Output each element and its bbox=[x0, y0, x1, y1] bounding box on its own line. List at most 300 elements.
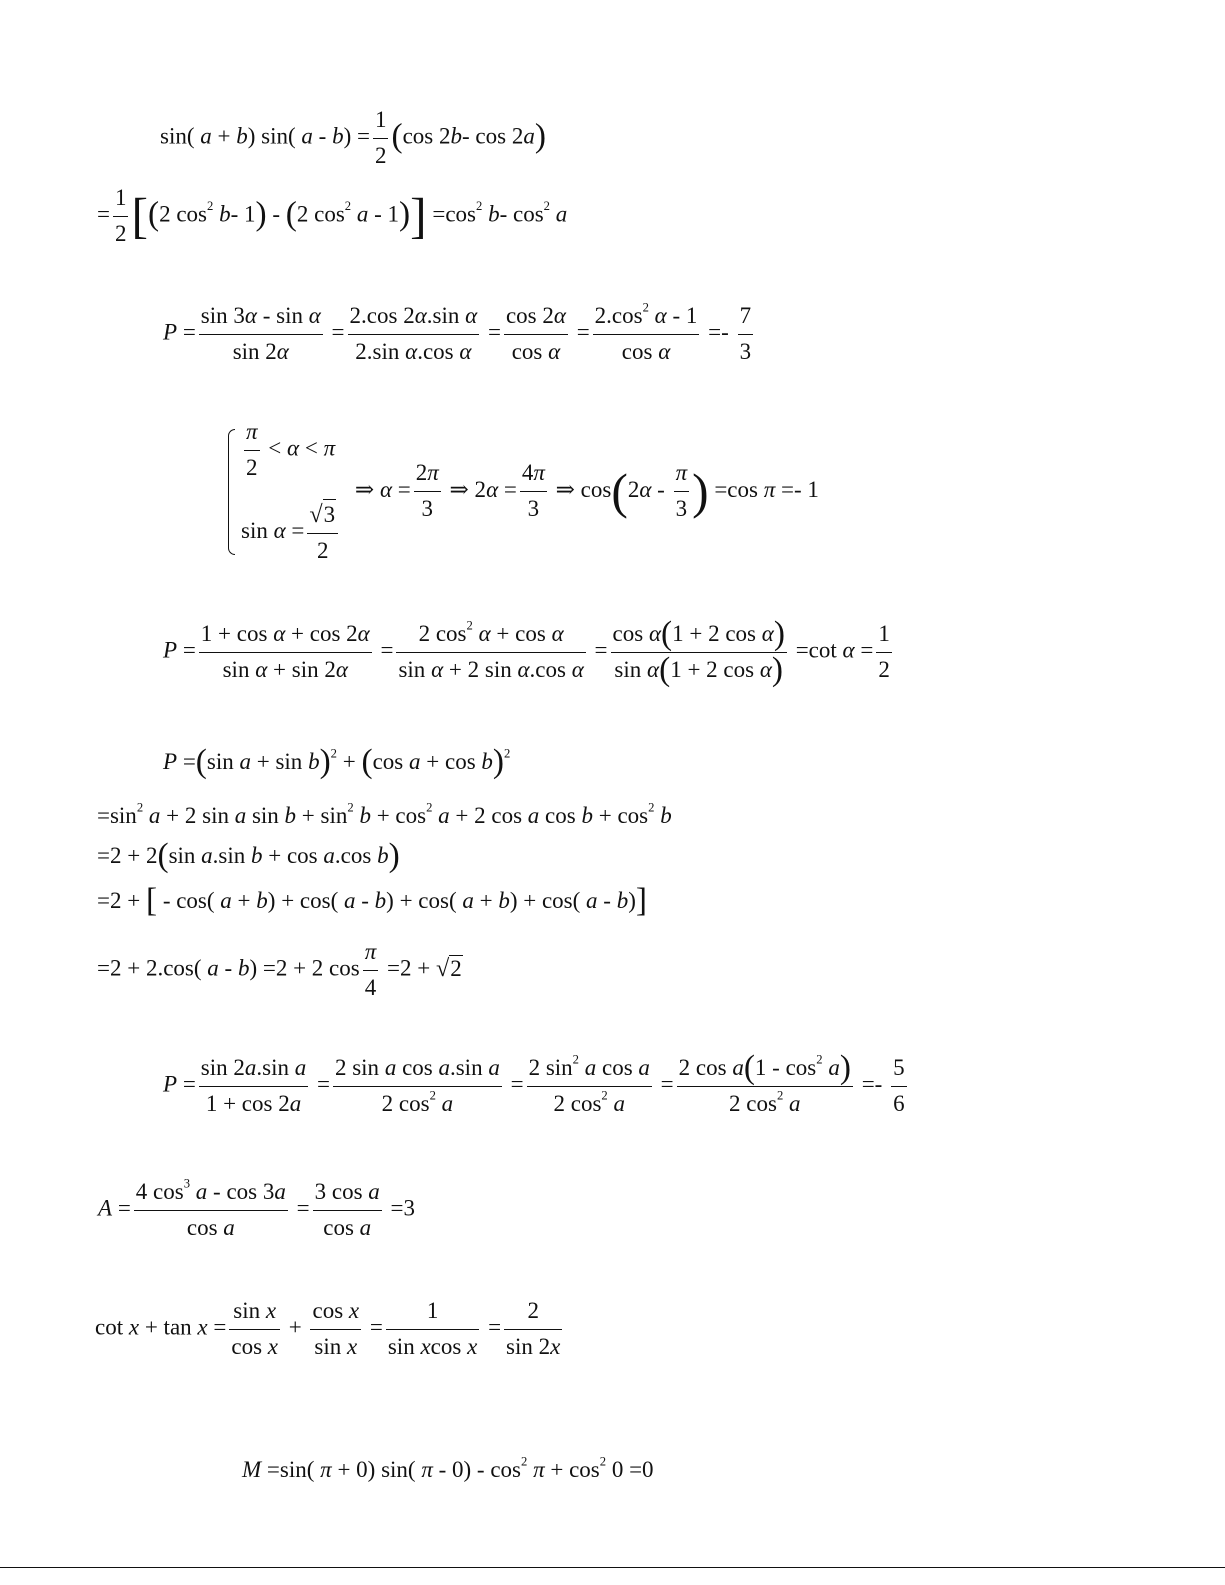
math-variable: α bbox=[761, 621, 774, 646]
math-bracket: ) bbox=[399, 195, 411, 233]
math-fraction bbox=[504, 302, 568, 367]
system-row bbox=[241, 499, 341, 566]
equation-p-sin2a bbox=[163, 1049, 910, 1119]
math-text: sin bbox=[168, 843, 202, 868]
math-text: sin bbox=[246, 803, 285, 828]
math-text: = bbox=[364, 1314, 383, 1340]
math-text: =2 + 2.cos( bbox=[97, 955, 208, 981]
math-variable: a bbox=[438, 803, 450, 828]
math-variable: α bbox=[255, 656, 268, 682]
fraction-denominator bbox=[386, 1330, 479, 1362]
math-text: 1 bbox=[878, 621, 890, 646]
math-text: + cos bbox=[592, 803, 649, 828]
fraction-numerator bbox=[876, 620, 892, 653]
math-variable: x bbox=[420, 1333, 431, 1359]
math-variable: α bbox=[431, 656, 444, 682]
math-fraction bbox=[199, 1054, 308, 1119]
math-text: =2 + 2 bbox=[97, 843, 158, 868]
math-text: = bbox=[177, 637, 196, 663]
math-variable: α bbox=[551, 621, 564, 646]
math-text: = bbox=[177, 1071, 196, 1097]
math-sqrt bbox=[436, 955, 463, 981]
math-text: 1 + 2 cos bbox=[672, 621, 762, 646]
math-bracket: ( bbox=[659, 650, 671, 688]
math-text: - cos bbox=[499, 201, 544, 227]
math-variable: α bbox=[478, 621, 491, 646]
math-text: 2 cos bbox=[159, 201, 207, 227]
math-text: =cot bbox=[789, 637, 843, 663]
equation-simplify-2 bbox=[97, 882, 647, 919]
math-variable: b bbox=[219, 201, 231, 227]
math-text: .sin bbox=[256, 1055, 295, 1080]
math-fraction bbox=[113, 184, 129, 249]
math-exponent: 2 bbox=[426, 800, 433, 815]
math-variable: b bbox=[332, 123, 344, 149]
math-bracket: ) bbox=[255, 195, 267, 233]
math-variable: α bbox=[639, 477, 652, 502]
math-fraction bbox=[244, 418, 260, 483]
math-fraction bbox=[373, 106, 389, 171]
math-variable: α bbox=[379, 477, 393, 502]
math-fraction bbox=[307, 499, 338, 566]
math-text: + cos bbox=[420, 749, 482, 774]
math-exponent: 2 bbox=[572, 1052, 579, 1067]
math-variable: α bbox=[548, 338, 561, 364]
math-variable: b bbox=[616, 888, 629, 913]
math-text: cos 2 bbox=[505, 303, 554, 328]
math-text: - cos 2 bbox=[462, 123, 524, 149]
math-text: + cos bbox=[370, 803, 427, 828]
math-text: - sin bbox=[256, 303, 309, 328]
math-text: 2 cos bbox=[296, 201, 345, 227]
math-text: - bbox=[597, 888, 617, 913]
math-variable: b bbox=[256, 888, 268, 913]
math-variable: a bbox=[584, 1055, 597, 1080]
math-variable: a bbox=[384, 1055, 397, 1080]
math-text: ⇒ bbox=[349, 477, 380, 502]
math-variable: a bbox=[223, 1214, 235, 1240]
equation-p-sin3a bbox=[163, 302, 756, 367]
math-text: sin bbox=[387, 1333, 421, 1359]
fraction-denominator bbox=[373, 139, 389, 171]
math-text: 5 bbox=[893, 1055, 905, 1080]
math-variable: a bbox=[274, 1179, 286, 1204]
math-text: < bbox=[262, 435, 288, 461]
math-text: + bbox=[283, 1314, 308, 1340]
math-variable: a bbox=[488, 1055, 500, 1080]
math-text: = bbox=[504, 1071, 524, 1097]
math-text: 2 bbox=[374, 142, 387, 168]
equation-simplify-3 bbox=[97, 938, 463, 1003]
system-rows bbox=[241, 418, 341, 565]
math-text: 2 bbox=[317, 537, 329, 563]
math-text: = bbox=[854, 637, 874, 663]
math-text: - 1 bbox=[368, 201, 400, 227]
math-variable: α bbox=[273, 621, 286, 646]
equation-product-sin bbox=[160, 106, 546, 171]
math-text: ) =2 + 2 cos bbox=[249, 955, 360, 981]
math-exponent: 2 bbox=[642, 300, 649, 315]
fraction-numerator bbox=[674, 459, 690, 492]
math-exponent: 2 bbox=[816, 1052, 823, 1067]
math-text: = bbox=[654, 1071, 674, 1097]
math-variable: b bbox=[450, 123, 462, 149]
math-text: + cos bbox=[544, 1457, 600, 1482]
math-text: 3 bbox=[421, 496, 434, 522]
fraction-denominator bbox=[677, 1087, 853, 1119]
math-variable: P bbox=[163, 1071, 178, 1097]
math-variable: x bbox=[197, 1314, 208, 1340]
math-text: + cos bbox=[262, 843, 324, 868]
math-text: cos bbox=[511, 338, 549, 364]
math-text: .cos bbox=[417, 338, 460, 364]
math-fraction bbox=[674, 459, 690, 524]
fraction-denominator bbox=[113, 217, 129, 249]
equation-simplify-1 bbox=[97, 837, 400, 874]
math-bracket: ( bbox=[195, 743, 207, 780]
math-text: sin bbox=[614, 656, 648, 682]
math-variable: b bbox=[660, 803, 672, 828]
equation-p-square-sum bbox=[163, 743, 511, 780]
math-text: - 0) - cos bbox=[432, 1457, 521, 1482]
math-text: 1 + cos 2 bbox=[205, 1090, 290, 1116]
fraction-denominator bbox=[199, 653, 372, 685]
system-row bbox=[241, 418, 341, 483]
math-text: cos bbox=[231, 1333, 268, 1359]
equation-alpha-system bbox=[228, 418, 819, 565]
fraction-numerator bbox=[527, 1054, 652, 1087]
math-variable: b bbox=[251, 843, 263, 868]
math-variable: π bbox=[763, 477, 776, 502]
math-text: 2 cos bbox=[729, 1090, 777, 1116]
fraction-denominator bbox=[527, 1087, 652, 1119]
fraction-numerator bbox=[310, 1297, 361, 1330]
math-variable: x bbox=[265, 1298, 277, 1323]
fraction-denominator bbox=[363, 971, 379, 1003]
math-text: + sin bbox=[296, 803, 348, 828]
math-text: sin bbox=[241, 517, 274, 543]
math-text: - bbox=[355, 888, 375, 913]
math-text: 2 bbox=[246, 454, 258, 480]
math-text: 1 bbox=[114, 185, 127, 210]
fraction-numerator bbox=[348, 302, 480, 335]
math-text: =cos bbox=[708, 477, 764, 502]
math-text: =- 1 bbox=[775, 477, 819, 502]
math-text: 2 bbox=[627, 477, 640, 502]
math-fraction bbox=[363, 938, 379, 1003]
math-variable: b bbox=[377, 843, 389, 868]
math-text: .sin bbox=[212, 843, 251, 868]
math-variable: a bbox=[234, 803, 247, 828]
math-text: ) sin( bbox=[247, 123, 302, 149]
math-text: ⇒ cos bbox=[549, 477, 612, 502]
math-text: cos bbox=[621, 338, 659, 364]
math-text: .sin bbox=[426, 303, 466, 328]
math-variable: α bbox=[335, 656, 348, 682]
math-text: 3 bbox=[675, 496, 688, 522]
math-variable: α bbox=[647, 656, 660, 682]
math-text: - bbox=[218, 955, 238, 981]
math-variable: α bbox=[571, 656, 584, 682]
math-variable: b bbox=[481, 749, 493, 774]
math-variable: b bbox=[237, 955, 250, 981]
math-variable: α bbox=[759, 656, 772, 682]
math-fraction bbox=[504, 1297, 562, 1362]
fraction-numerator bbox=[611, 615, 787, 653]
fraction-numerator bbox=[307, 499, 338, 534]
math-exponent: 2 bbox=[601, 1088, 608, 1103]
math-text: = bbox=[285, 517, 305, 543]
math-text: sin bbox=[398, 656, 432, 682]
fraction-denominator bbox=[134, 1211, 288, 1243]
math-text: ) bbox=[628, 888, 636, 913]
math-text: = bbox=[290, 1195, 310, 1221]
math-variable: π bbox=[533, 1457, 545, 1482]
math-bracket: ) bbox=[771, 650, 784, 688]
math-variable: P bbox=[163, 749, 178, 774]
math-variable: α bbox=[648, 621, 662, 646]
math-variable: π bbox=[364, 939, 377, 964]
fraction-numerator bbox=[199, 620, 372, 653]
fraction-denominator bbox=[229, 1330, 280, 1362]
math-text: cos bbox=[596, 1055, 639, 1080]
math-text: 2 sin bbox=[334, 1055, 385, 1080]
fraction-numerator bbox=[199, 1054, 308, 1087]
math-variable: A bbox=[98, 1195, 113, 1221]
math-text: sin bbox=[233, 1298, 266, 1323]
math-text: ) + cos( bbox=[509, 888, 587, 913]
math-variable: a bbox=[368, 1179, 380, 1204]
math-variable: M bbox=[242, 1457, 262, 1482]
math-text: cos bbox=[539, 803, 582, 828]
fraction-numerator bbox=[373, 106, 389, 139]
math-text: 2 cos bbox=[553, 1090, 602, 1116]
math-variable: P bbox=[163, 319, 178, 345]
math-text: - cos 3 bbox=[207, 1179, 275, 1204]
fraction-denominator bbox=[348, 335, 480, 367]
fraction-denominator bbox=[313, 1211, 382, 1243]
math-fraction bbox=[199, 302, 323, 367]
math-variable: b bbox=[498, 888, 510, 913]
math-variable: π bbox=[323, 435, 336, 461]
math-variable: x bbox=[467, 1333, 478, 1359]
math-text: 2 bbox=[415, 460, 428, 486]
math-text: 7 bbox=[739, 303, 752, 328]
equation-p-cot bbox=[163, 615, 895, 688]
fraction-numerator bbox=[386, 1297, 479, 1330]
math-bracket: ( bbox=[661, 615, 673, 652]
sqrt-symbol: √ bbox=[435, 954, 450, 982]
math-exponent: 3 bbox=[183, 1176, 191, 1191]
math-text: 4 bbox=[364, 974, 377, 1000]
math-exponent: 2 bbox=[504, 746, 511, 761]
math-text: cos bbox=[430, 1333, 468, 1359]
math-variable: α bbox=[842, 637, 855, 663]
math-variable: b bbox=[308, 749, 320, 774]
math-bracket: ) bbox=[534, 117, 546, 155]
math-text: + sin bbox=[251, 749, 309, 774]
math-text: ) + cos( bbox=[386, 888, 463, 913]
fraction-numerator bbox=[520, 459, 547, 492]
math-text: sin bbox=[222, 656, 256, 682]
equation-product-sin-expanded bbox=[97, 184, 567, 249]
math-variable: a bbox=[207, 955, 219, 981]
math-variable: b bbox=[284, 803, 297, 828]
math-variable: a bbox=[195, 1179, 208, 1204]
math-fraction bbox=[738, 302, 754, 367]
math-text: 2 sin bbox=[528, 1055, 573, 1080]
fraction-denominator bbox=[611, 650, 787, 688]
fraction-numerator bbox=[199, 302, 323, 335]
equation-system bbox=[228, 418, 341, 565]
math-radicand: 3 bbox=[323, 499, 337, 530]
math-text: cos bbox=[612, 621, 649, 646]
math-variable: π bbox=[533, 460, 545, 486]
math-text: + cos bbox=[490, 621, 552, 646]
math-exponent: 2 bbox=[599, 1454, 607, 1469]
math-text: + 2 cos bbox=[449, 803, 528, 828]
math-variable: a bbox=[527, 803, 540, 828]
math-text: =2 + bbox=[97, 888, 146, 913]
math-text: .sin bbox=[449, 1055, 489, 1080]
math-text: sin bbox=[314, 1333, 347, 1359]
math-text: - bbox=[266, 201, 286, 227]
math-variable: α bbox=[414, 303, 427, 328]
math-variable: a bbox=[523, 123, 535, 149]
math-variable: a bbox=[289, 1090, 302, 1116]
math-bracket: ] bbox=[635, 882, 647, 919]
math-text: + bbox=[231, 888, 257, 913]
math-fraction bbox=[333, 1054, 502, 1119]
math-variable: α bbox=[658, 338, 671, 364]
math-variable: b bbox=[359, 803, 371, 828]
math-variable: a bbox=[323, 843, 335, 868]
math-fraction bbox=[229, 1297, 280, 1362]
math-variable: α bbox=[517, 656, 530, 682]
math-fraction bbox=[677, 1049, 853, 1119]
math-text: + bbox=[473, 888, 499, 913]
math-variable: a bbox=[409, 749, 421, 774]
equation-cot-tan bbox=[95, 1297, 565, 1362]
fraction-numerator bbox=[229, 1297, 280, 1330]
equation-square-expansion bbox=[97, 800, 672, 828]
math-variable: b bbox=[374, 888, 387, 913]
fraction-numerator bbox=[593, 302, 700, 335]
math-exponent: 2 bbox=[543, 199, 550, 214]
math-variable: a bbox=[555, 201, 568, 227]
math-text: = bbox=[482, 1314, 502, 1340]
math-variable: α bbox=[553, 303, 566, 328]
math-fraction bbox=[611, 615, 787, 688]
math-bracket: ( bbox=[157, 837, 169, 874]
fraction-numerator bbox=[891, 1054, 907, 1087]
math-bracket: ( bbox=[743, 1049, 755, 1086]
equation-a-triple-angle bbox=[98, 1178, 415, 1243]
math-fraction bbox=[891, 1054, 907, 1119]
math-exponent: 2 bbox=[206, 199, 214, 214]
math-exponent: 2 bbox=[476, 199, 483, 214]
fraction-numerator bbox=[414, 459, 441, 492]
math-text: =- bbox=[855, 1071, 889, 1097]
math-text: cos bbox=[312, 1298, 349, 1323]
equation-m-value bbox=[242, 1454, 654, 1482]
math-text: =cos bbox=[426, 201, 477, 227]
math-text: .cos bbox=[334, 843, 378, 868]
math-text: sin bbox=[206, 749, 240, 774]
left-brace bbox=[228, 429, 235, 555]
fraction-denominator bbox=[504, 335, 568, 367]
math-variable: π bbox=[246, 419, 258, 444]
math-text: 6 bbox=[893, 1090, 905, 1116]
math-text: = bbox=[177, 749, 196, 774]
math-exponent: 2 bbox=[648, 800, 655, 815]
math-variable: b bbox=[581, 803, 593, 828]
math-text: = bbox=[374, 637, 394, 663]
math-text: =2 + bbox=[381, 955, 436, 981]
math-variable: α bbox=[465, 303, 478, 328]
math-variable: x bbox=[550, 1333, 561, 1359]
math-bracket: ) bbox=[839, 1049, 851, 1086]
math-variable: α bbox=[308, 303, 321, 328]
fraction-denominator bbox=[520, 492, 547, 524]
math-fraction bbox=[199, 620, 372, 685]
math-text: 2.sin bbox=[355, 338, 406, 364]
math-variable: α bbox=[357, 621, 370, 646]
math-variable: a bbox=[356, 201, 369, 227]
fraction-denominator bbox=[593, 335, 700, 367]
math-bracket: ) bbox=[773, 615, 785, 652]
math-text: 1 + 2 cos bbox=[670, 656, 760, 682]
math-text: = bbox=[311, 1071, 330, 1097]
fraction-denominator bbox=[674, 492, 690, 524]
math-bracket: ) bbox=[388, 837, 400, 874]
math-text: + 2 sin bbox=[160, 803, 235, 828]
math-text: 2.cos bbox=[594, 303, 643, 328]
math-text: cot bbox=[95, 1314, 129, 1340]
math-fraction bbox=[134, 1178, 288, 1243]
math-text: - cos( bbox=[157, 888, 221, 913]
fraction-numerator bbox=[504, 1297, 562, 1330]
math-fraction bbox=[396, 620, 585, 685]
math-text: 1 + cos bbox=[200, 621, 274, 646]
fraction-denominator bbox=[876, 653, 892, 685]
math-bracket: [ bbox=[145, 882, 158, 919]
math-text: cos bbox=[396, 1055, 439, 1080]
math-exponent: 2 bbox=[466, 618, 473, 633]
math-variable: a bbox=[638, 1055, 650, 1080]
math-variable: a bbox=[613, 1090, 625, 1116]
fraction-numerator bbox=[738, 302, 754, 335]
math-text: cos 2 bbox=[402, 123, 451, 149]
math-variable: a bbox=[438, 1055, 450, 1080]
math-exponent: 2 bbox=[776, 1088, 784, 1103]
math-text: sin 2 bbox=[506, 1333, 551, 1359]
math-text: = bbox=[570, 319, 590, 345]
math-variable: a bbox=[732, 1055, 744, 1080]
math-text: + 0) sin( bbox=[331, 1457, 422, 1482]
math-bracket: [ bbox=[131, 188, 148, 244]
math-exponent: 2 bbox=[136, 800, 144, 815]
math-bracket: ( bbox=[391, 117, 403, 155]
math-bracket: ( bbox=[147, 195, 160, 233]
math-exponent: 2 bbox=[347, 800, 354, 815]
math-fraction bbox=[527, 1054, 652, 1119]
math-text: sin 2 bbox=[200, 1055, 245, 1080]
math-text: = bbox=[392, 477, 411, 502]
math-text: ) + cos( bbox=[267, 888, 344, 913]
math-variable: b bbox=[236, 123, 248, 149]
fraction-denominator bbox=[307, 534, 338, 566]
